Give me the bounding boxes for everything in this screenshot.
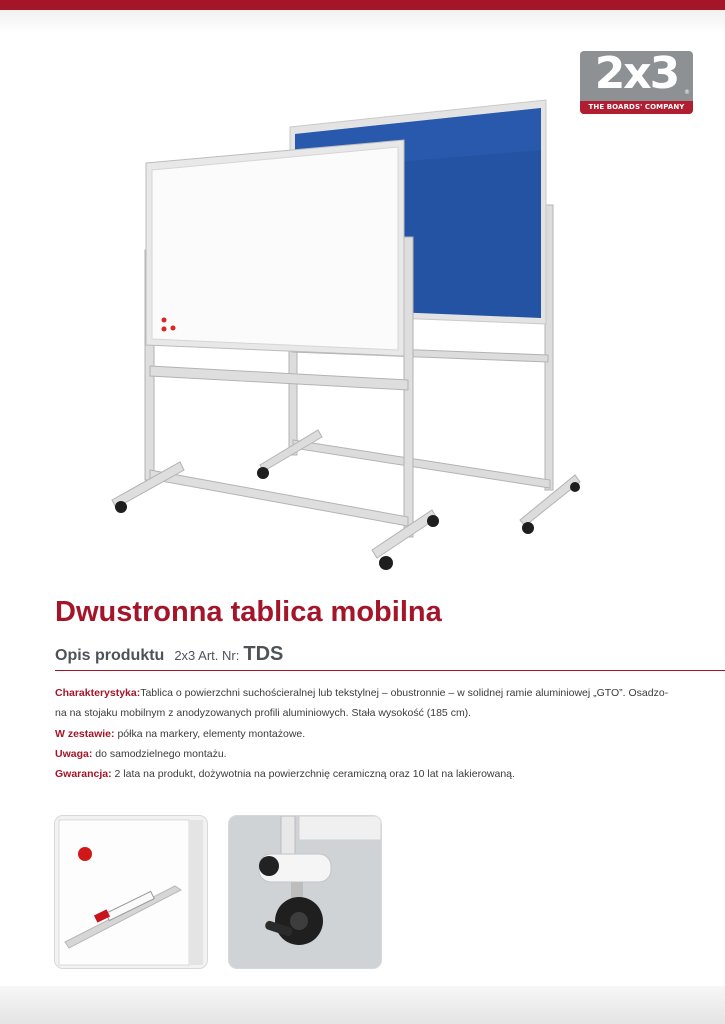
detail-label: Charakterystyka: xyxy=(55,687,141,699)
detail-note xyxy=(55,744,675,764)
detail-warranty xyxy=(55,764,675,784)
logo-registered-mark: ® xyxy=(684,89,690,96)
detail-label: W zestawie: xyxy=(55,727,115,740)
detail-text: półka na markery, elementy montażowe. xyxy=(117,727,306,740)
bottom-band xyxy=(0,986,725,1024)
logo-tagline: THE BOARDS' COMPANY xyxy=(588,103,685,111)
product-description xyxy=(55,683,675,784)
detail-label: Gwarancja: xyxy=(55,768,112,781)
caster-wheel-illustration xyxy=(229,816,381,968)
detail-included xyxy=(55,724,675,744)
detail-text: 2 lata na produkt, dożywotnia na powierzchnię ceramiczną oraz 10 lat na lakierowaną. xyxy=(114,768,515,781)
detail-label: Uwaga: xyxy=(55,747,93,760)
product-subheading xyxy=(55,643,283,669)
detail-text: do samodzielnego montażu. xyxy=(95,747,227,760)
section-label: Opis produktu xyxy=(55,647,165,664)
hero-product-image xyxy=(100,95,600,575)
detail-characteristics-continued: na na stojaku mobilnym z anodyzowanych profili aluminiowych. Stała wysokość (185 cm). xyxy=(55,707,472,720)
top-band xyxy=(0,10,725,34)
whiteboard xyxy=(146,140,404,356)
detail-text: Tablica o powierzchni suchościeralnej lub tekstylnej – obustronnie – w solidnej ramie aluminiowej „GTO”. Osadzo- xyxy=(140,687,669,699)
marker-tray-thumbnail xyxy=(55,816,207,968)
section-divider xyxy=(55,670,725,671)
article-number-label: 2x3 Art. Nr: xyxy=(174,648,240,663)
caster-wheel-thumbnail xyxy=(229,816,381,968)
article-code: TDS xyxy=(243,643,284,665)
product-title: Dwustronna tablica mobilna xyxy=(55,596,442,628)
logo-mark: 2x3 xyxy=(594,51,679,99)
marker-tray-illustration xyxy=(55,816,207,968)
detail-characteristics xyxy=(55,683,675,703)
top-accent-bar xyxy=(0,0,725,10)
